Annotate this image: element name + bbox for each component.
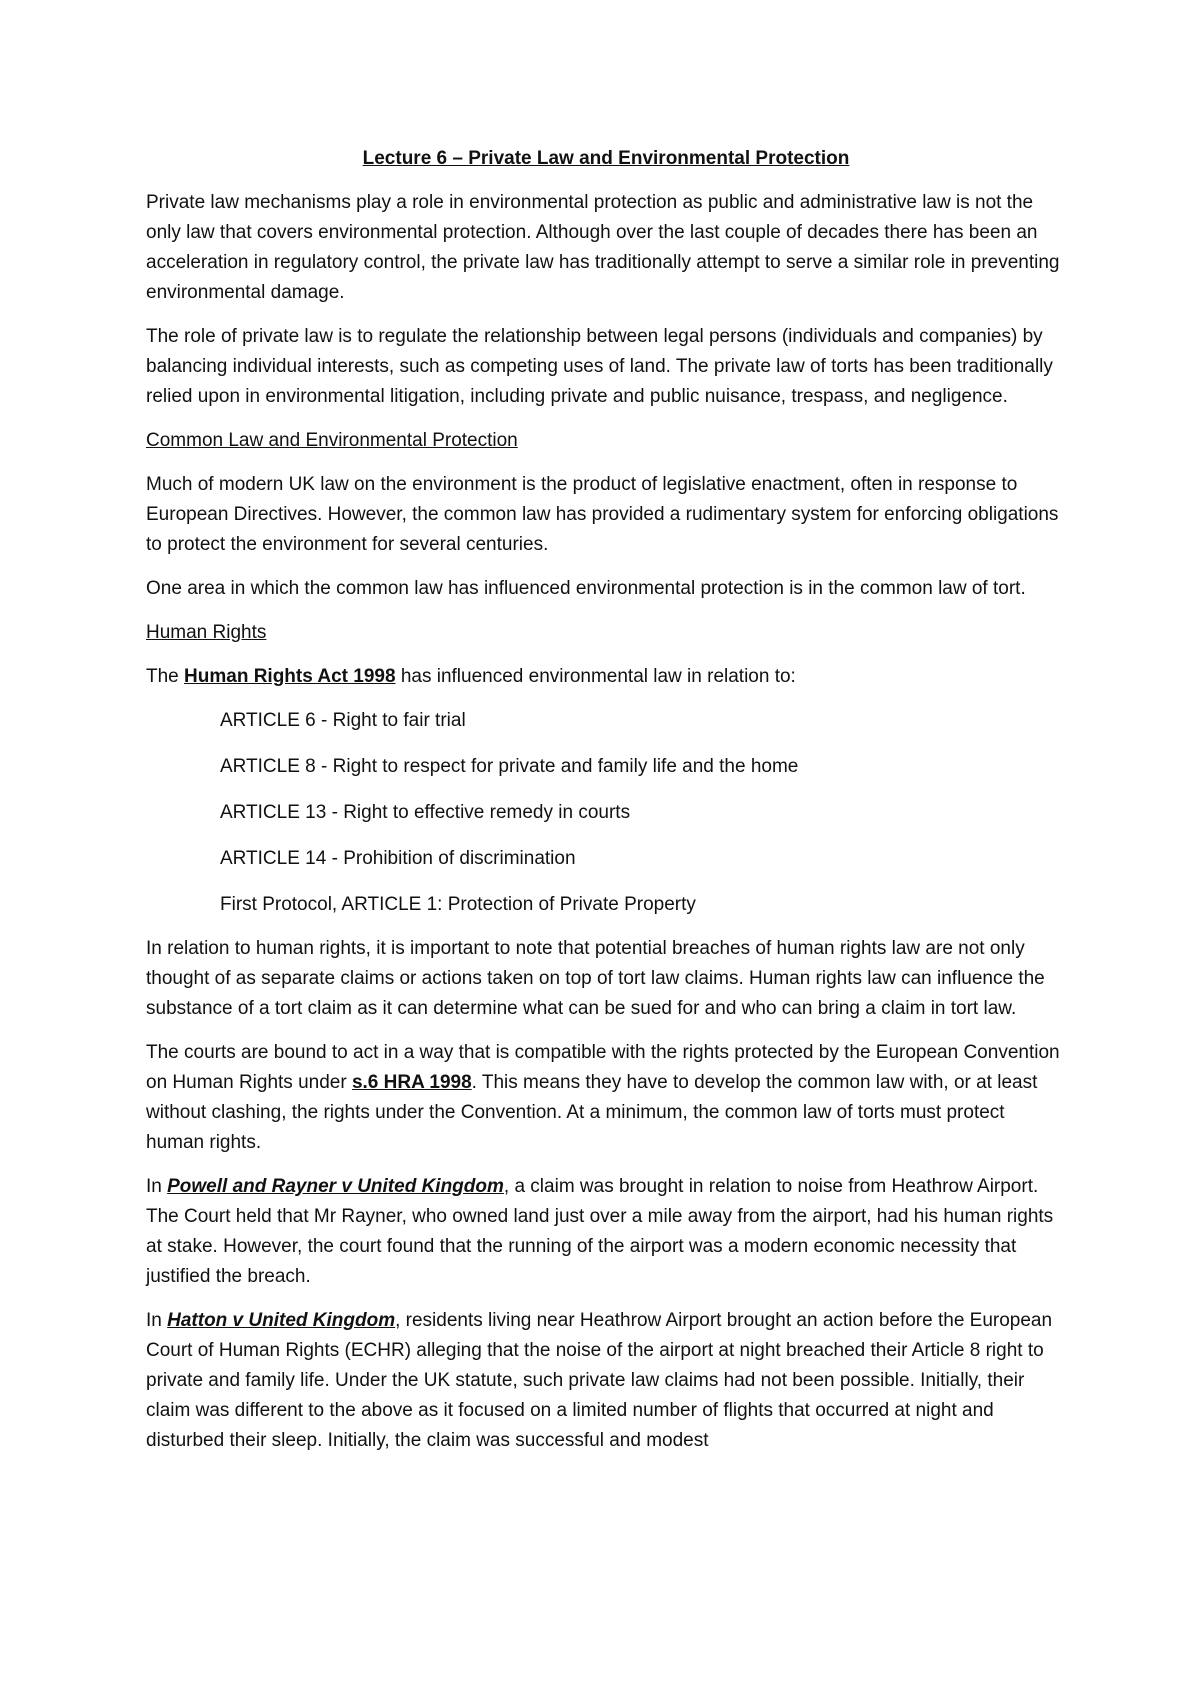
tort-paragraph: One area in which the common law has influenced environmental protection is in the common law of tort. xyxy=(146,578,1026,599)
hra-paragraph xyxy=(146,662,1066,692)
courts-compatibility-paragraph xyxy=(146,1038,1066,1158)
article-item: ARTICLE 6 - Right to fair trial xyxy=(220,710,466,731)
p6-text-after: . This means they have to develop the common law with, or at least without clashing, the rights under the Convention. At a minimum, the common law of torts must protect human rights. xyxy=(146,1072,1038,1153)
heading-common-law: Common Law and Environmental Protection xyxy=(146,430,518,451)
heading-human-rights: Human Rights xyxy=(146,622,267,643)
p7-text-before: In xyxy=(146,1176,168,1197)
p8-text-after: , residents living near Heathrow Airport brought an action before the European Court of Human Rights (ECHR) alleging that the noise of the airport at night breached their Article 8 right to private and family life. Under the UK statute, such private law claims had not been possible. Initially, their claim was different to the above as it focused on a limited number of flights that occurred at night and disturbed their sleep. Initially, the claim was successful and modest xyxy=(146,1310,1053,1451)
hra-text-before: The xyxy=(146,666,185,687)
document-body xyxy=(146,144,1066,1470)
hra-statute-reference: Human Rights Act 1998 xyxy=(184,666,396,687)
case-powell-rayner: Powell and Rayner v United Kingdom xyxy=(167,1176,504,1197)
powell-rayner-paragraph xyxy=(146,1172,1066,1292)
p6-text-before: The courts are bound to act in a way that is compatible with the rights protected by the European Convention on Human Rights under xyxy=(146,1042,1060,1093)
p8-text-before: In xyxy=(146,1310,168,1331)
case-hatton: Hatton v United Kingdom xyxy=(167,1310,396,1331)
article-item: ARTICLE 14 - Prohibition of discrimination xyxy=(220,848,576,869)
s6-hra-reference: s.6 HRA 1998 xyxy=(351,1072,472,1093)
hra-text-after: has influenced environmental law in relation to: xyxy=(395,666,796,687)
p7-text-after: , a claim was brought in relation to noise from Heathrow Airport. The Court held that Mr Rayner, who owned land just over a mile away from the airport, had his human rights at stake. However, the court found that the running of the airport was a modern economic necessity that justified the breach. xyxy=(146,1176,1054,1287)
lecture-title: Lecture 6 – Private Law and Environmental Protection xyxy=(362,148,850,169)
article-item: First Protocol, ARTICLE 1: Protection of Private Property xyxy=(220,894,696,915)
common-law-paragraph: Much of modern UK law on the environment is the product of legislative enactment, often in response to European Directives. However, the common law has provided a rudimentary system for enforcing obligations to protect the environment for several centuries. xyxy=(146,474,1059,555)
human-rights-tort-paragraph: In relation to human rights, it is important to note that potential breaches of human rights law are not only thought of as separate claims or actions taken on top of tort law claims. Human rights law can influence the substance of a tort claim as it can determine what can be sued for and who can bring a claim in tort law. xyxy=(146,938,1045,1019)
article-item: ARTICLE 8 - Right to respect for private and family life and the home xyxy=(220,756,799,777)
article-item: ARTICLE 13 - Right to effective remedy in courts xyxy=(220,802,631,823)
intro-paragraph: Private law mechanisms play a role in environmental protection as public and administrative law is not the only law that covers environmental protection. Although over the last couple of decades there has been an acceleration in regulatory control, the private law has traditionally attempt to serve a similar role in preventing environmental damage. xyxy=(146,192,1060,303)
hatton-paragraph xyxy=(146,1306,1066,1456)
private-law-role-paragraph: The role of private law is to regulate the relationship between legal persons (individuals and companies) by balancing individual interests, such as competing uses of land. The private law of torts has been traditionally relied upon in environmental litigation, including private and public nuisance, trespass, and negligence. xyxy=(146,326,1053,407)
